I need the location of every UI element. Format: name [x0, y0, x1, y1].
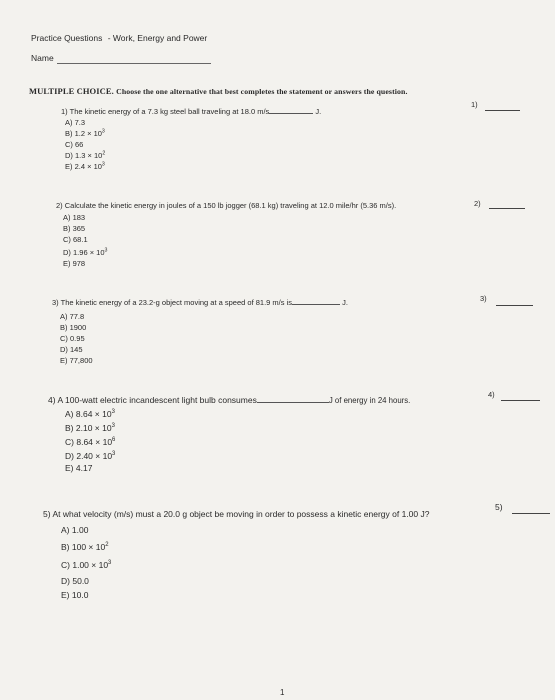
question-4-options	[65, 407, 115, 475]
question-5-text: 5) At what velocity (m/s) must a 20.0 g object be moving in order to possess a kinetic energy of 1.00 J?	[43, 509, 430, 519]
question-1-text: 1) The kinetic energy of a 7.3 kg steel ball traveling at 18.0 m/s	[61, 107, 270, 116]
option-3a[interactable]: A) 77.8	[60, 312, 85, 321]
option-4b[interactable]: B) $2.10 \times 10^3$	[65, 423, 115, 433]
option-4e[interactable]: E) 4.17	[65, 463, 93, 473]
answer-3-line[interactable]	[496, 305, 533, 306]
answer-3-number: 3)	[480, 294, 487, 303]
question-5-options	[61, 522, 111, 602]
option-3e[interactable]: E) 77,800	[60, 356, 93, 365]
question-2-stem	[56, 201, 396, 210]
question-1-unit: J.	[315, 107, 322, 116]
option-2e[interactable]: E) 978	[63, 259, 86, 268]
option-1b[interactable]: B) $1.2 \times 10^3$	[65, 128, 105, 138]
option-2a[interactable]: A) 183	[63, 213, 86, 222]
option-3b[interactable]: B) 1900	[60, 323, 87, 332]
answer-4-number: 4)	[488, 390, 495, 399]
option-1e[interactable]: E) $2.4 \times 10^3$	[65, 161, 105, 171]
answer-2-number: 2)	[474, 199, 481, 208]
answer-1-line[interactable]	[485, 110, 520, 111]
question-3-blank	[292, 303, 340, 305]
question-4-text: 4) A 100-watt electric incandescent light bulb consumes	[48, 395, 257, 405]
subtitle-text: - Work, Energy and Power	[107, 33, 208, 43]
option-5d[interactable]: D) 50.0	[61, 576, 89, 586]
option-2b[interactable]: B) 365	[63, 224, 86, 233]
option-4a[interactable]: A) $8.64 \times 10^3$	[65, 409, 115, 419]
option-1c[interactable]: C) 66	[65, 140, 84, 149]
question-3-stem	[52, 298, 348, 307]
answer-1-number: 1)	[471, 100, 478, 109]
option-2d[interactable]: D) $1.96 \times 10^3$	[63, 247, 108, 257]
answer-5-number: 5)	[495, 502, 503, 512]
answer-4-line[interactable]	[501, 400, 540, 401]
question-4-unit: J of energy in 24 hours.	[328, 396, 411, 405]
question-3-text: 3) The kinetic energy of a 23.2-g object moving at a speed of 81.9 m/s is	[52, 298, 292, 307]
question-3-options	[60, 311, 93, 366]
question-1-stem	[61, 107, 321, 116]
option-5b[interactable]: B) $100 \times 10^2$	[61, 542, 109, 552]
section-heading	[29, 86, 408, 96]
option-5c[interactable]: C) $1.00 \times 10^3$	[61, 560, 112, 570]
question-5-stem	[43, 509, 429, 519]
question-4-blank	[257, 401, 329, 403]
question-2-text: 2) Calculate the kinetic energy in joules of a 150 lb jogger (68.1 kg) traveling at 12.0 mile/hr (5.36 m/s).	[56, 201, 397, 210]
page-number: 1	[280, 688, 285, 697]
question-4-stem	[48, 395, 410, 405]
option-1d[interactable]: D) $1.3 \times 10^2$	[65, 150, 106, 160]
option-4c[interactable]: C) $8.64 \times 10^6$	[65, 437, 116, 447]
option-3c[interactable]: C) 0.95	[60, 334, 85, 343]
option-5e[interactable]: E) 10.0	[61, 590, 89, 600]
worksheet-title	[31, 33, 207, 43]
section-heading-bold: MULTIPLE CHOICE.	[29, 86, 114, 96]
answer-2-line[interactable]	[489, 208, 525, 209]
option-5a[interactable]: A) 1.00	[61, 525, 89, 535]
answer-5-line[interactable]	[512, 513, 550, 514]
question-3-unit: J.	[342, 298, 348, 307]
option-2c[interactable]: C) 68.1	[63, 235, 88, 244]
option-4d[interactable]: D) $2.40 \times 10^3$	[65, 451, 116, 461]
name-field[interactable]	[57, 63, 211, 64]
option-3d[interactable]: D) 145	[60, 345, 83, 354]
question-2-options	[63, 212, 107, 269]
question-1-blank	[269, 112, 313, 114]
option-1a[interactable]: A) 7.3	[65, 118, 86, 127]
section-heading-instructions: Choose the one alternative that best completes the statement or answers the question.	[116, 87, 408, 96]
name-label: Name	[31, 53, 54, 63]
title-text: Practice Questions	[31, 33, 103, 43]
question-1-options	[65, 117, 105, 172]
